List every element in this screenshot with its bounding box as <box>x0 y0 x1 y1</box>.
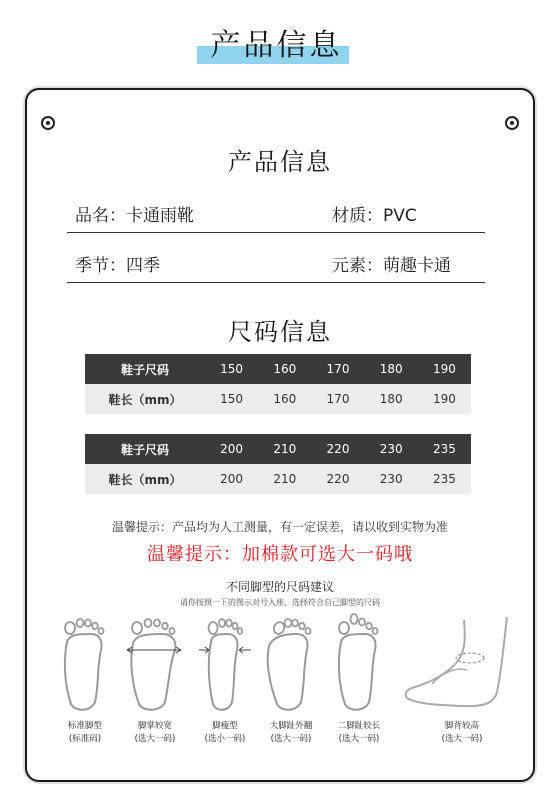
size-cell: 160 <box>273 362 297 376</box>
size-label: 鞋子尺码 <box>120 442 169 457</box>
foot-guide-title: 不同脚型的尺码建议 <box>225 580 334 594</box>
length-cell: 180 <box>379 392 403 406</box>
long-second-toe-foot-icon <box>329 612 389 712</box>
size-cell: 200 <box>220 442 244 456</box>
product-info-title: 产品信息 <box>228 148 332 176</box>
size-cell: 230 <box>379 442 403 456</box>
element: 元素：萌趣卡通 <box>332 256 451 276</box>
size-table <box>85 434 471 494</box>
length-cell: 200 <box>220 472 244 486</box>
foot-label: 大脚趾外翻 (选大一码) <box>269 721 313 744</box>
page-header <box>0 0 553 88</box>
rivet-icon <box>505 116 519 130</box>
thin-foot-icon <box>195 612 255 712</box>
material: 材质：PVC <box>332 206 417 226</box>
length-cell: 210 <box>273 472 297 486</box>
size-cell: 190 <box>432 362 456 376</box>
size-cell: 210 <box>273 442 297 456</box>
foot-label: 标准脚型 (标准码) <box>67 721 102 744</box>
size-cell: 220 <box>326 442 350 456</box>
size-row <box>85 354 471 384</box>
size-cell: 235 <box>432 442 456 456</box>
season: 季节：四季 <box>75 256 160 276</box>
foot-label: 脚瘦型 (选小一码) <box>204 721 246 744</box>
length-cell: 220 <box>326 472 350 486</box>
size-info-title: 尺码信息 <box>228 318 332 346</box>
standard-foot-icon <box>55 612 115 712</box>
info-card <box>25 88 535 782</box>
page-title: 产品信息 <box>210 28 343 63</box>
length-cell: 230 <box>379 472 403 486</box>
length-cell: 190 <box>432 392 456 406</box>
length-cell: 160 <box>273 392 297 406</box>
length-cell: 150 <box>220 392 244 406</box>
high-instep-foot-icon <box>402 612 522 712</box>
size-cell: 180 <box>379 362 403 376</box>
length-row <box>85 384 471 414</box>
length-cell: 235 <box>432 472 456 486</box>
size-row <box>85 434 471 464</box>
foot-label: 脚掌较宽 (选大一码) <box>134 721 176 744</box>
size-cell: 150 <box>220 362 244 376</box>
foot-label: 脚背较高 (选大一码) <box>441 721 483 744</box>
foot-guide-subtitle: 请你按照一下的图示对号入座，选择符合自己脚型的尺码 <box>180 598 380 607</box>
red-tip: 温馨提示：加棉款可选大一码哦 <box>147 544 413 565</box>
length-label: 鞋长（mm） <box>108 392 182 407</box>
size-cell: 170 <box>326 362 350 376</box>
rivet-icon <box>41 116 55 130</box>
size-label: 鞋子尺码 <box>120 362 169 377</box>
info-row <box>67 250 485 283</box>
size-table <box>85 354 471 414</box>
length-label: 鞋长（mm） <box>108 472 182 487</box>
length-row <box>85 464 471 494</box>
product-name: 品名：卡通雨靴 <box>75 206 194 226</box>
foot-label: 二脚趾较长 (选大一码) <box>337 721 381 744</box>
bunion-foot-icon <box>261 612 321 712</box>
wide-foot-icon <box>123 612 187 712</box>
measurement-note: 温馨提示：产品均为人工测量，有一定误差，请以收到实物为准 <box>111 520 448 534</box>
info-row <box>67 200 485 233</box>
length-cell: 170 <box>326 392 350 406</box>
